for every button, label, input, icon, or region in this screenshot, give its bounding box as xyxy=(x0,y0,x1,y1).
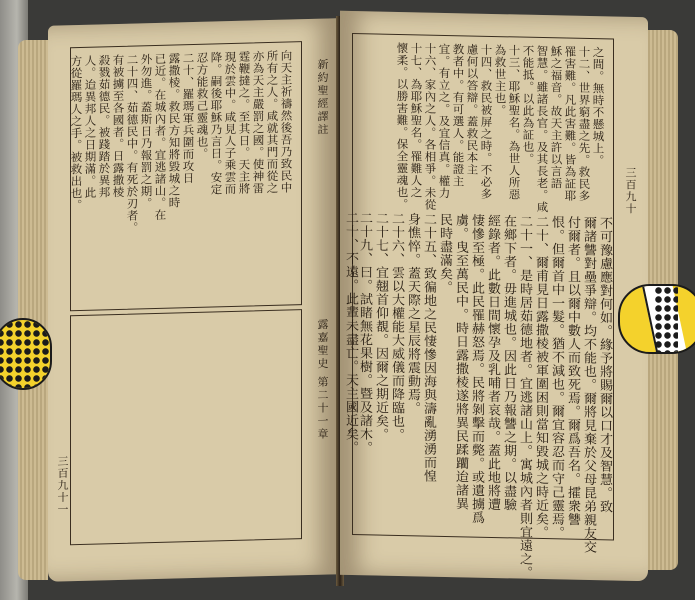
left-annotation-frame-lower xyxy=(70,309,302,545)
text-column: 向天主祈禱然後吾乃致民中 xyxy=(279,49,294,194)
bookmark-clip-left xyxy=(0,318,52,390)
annotation-column: 懷柔。以勝害難。保全靈魂也。 xyxy=(395,41,410,211)
annotation-column: 教者中。有可選人。能證主 xyxy=(451,43,466,188)
annotation-column: 慮何以答辯。蓋救民本主 xyxy=(465,43,480,176)
text-column: 霆鞭撻之。至其日。天主將 xyxy=(237,50,252,195)
text-column: 外勿進。蓋斯日乃報罰之期。 xyxy=(139,53,154,210)
text-column: 恨。但爾首中一髮。猶不減也。爾宜容忍而守己靈焉。 xyxy=(549,215,564,540)
text-column: 有被擄至各國者。日露撒棱 xyxy=(111,53,126,199)
chapter-header: 露嘉聖史 第二十一章 xyxy=(316,318,329,442)
annotation-column: 穌之福音。故天主許以言語 xyxy=(549,45,564,190)
left-page-stack-edge xyxy=(18,40,48,580)
annotation-column: 十六、家內之人。各相爭。未從 xyxy=(423,42,438,211)
text-column: 二十五、致徧地之民悽慘因海與濤亂湧湧而惶 xyxy=(421,212,436,483)
annotation-column: 智慧。雖諸長官。及其長老。咸 xyxy=(535,44,550,214)
annotation-column: 之間。無時不懸城上。 xyxy=(591,46,606,167)
annotation-column: 十二、世界窮盡之先。救民多 xyxy=(577,45,592,203)
text-column: 所有之人。咸就其門而從之 xyxy=(265,49,280,195)
annotation-column: 為救世主也。 xyxy=(493,43,508,117)
annotation-column: 十七、為耶穌聖名。罹難人之 xyxy=(409,42,424,199)
text-column: 民時盡滿矣。 xyxy=(437,212,452,295)
text-column: 方從羅瑪人之手。被救出也。 xyxy=(69,54,84,212)
text-column: 殺戮茹德民。被踐踏於異邦 xyxy=(97,54,112,199)
text-column: 付爾者。且以爾中數人而致死焉。爾爲吾名。攉衆讐 xyxy=(565,215,580,527)
page-number: 三百九十一 xyxy=(56,455,69,516)
right-page xyxy=(340,11,648,581)
text-column: 二十九、曰。試睹無花果樹。暨及諸木。 xyxy=(357,211,372,455)
annotation-column: 不能抵。以此為証也。 xyxy=(521,44,536,165)
left-page xyxy=(48,18,338,582)
text-column: 露撒棱。救民方知將毀城之時 xyxy=(167,52,182,209)
text-column: 二十、羅瑪軍兵圍而攻日 xyxy=(181,51,196,185)
text-column: 悽慘至極。此民罹赫怒焉。民將剝擊而斃。或遺擄爲 xyxy=(469,213,484,525)
annotation-column: 十四、救民被屏之時。不必多 xyxy=(479,43,494,200)
text-column: 虜。曳至萬民中。時日露撒棱遂將異民蹂躪迨諸異 xyxy=(453,213,468,511)
annotation-column: 罹害難。凡此害難。皆為証耶 xyxy=(563,45,578,202)
text-column: 不可豫慮應對何如。緣予將賜爾以口才及智慧。致 xyxy=(597,216,612,514)
text-column: 亦為天主嚴罰之國。使神雷 xyxy=(251,50,266,195)
text-column: 二十四、茹德民中。有死於刃者。 xyxy=(125,53,140,234)
text-column: 爾諸讐對壘爭辯。均不能也。爾將見棄於父母昆弟親友交 xyxy=(581,215,596,554)
text-column: 經錄者。此數日間懷孕及乳哺者哀哉。蓋此地將遭 xyxy=(485,213,500,512)
annotation-column: 宜。有立之。及宜信真。權力 xyxy=(437,42,452,200)
annotation-column: 十三、耶穌聖名。為世人所惡 xyxy=(507,44,522,201)
text-column: 已近。在城內者。宜逃諸山。在 xyxy=(153,52,168,222)
page-number: 三百九十 xyxy=(624,166,637,215)
text-column: 身憔悴。蓋天際之星辰將震動焉。 xyxy=(405,212,420,415)
text-column: 在鄉下者。毋進城也。因此日乃報讐之期。以盡驗 xyxy=(501,214,516,512)
text-column: 人。迨異邦人之日期滿。此 xyxy=(83,54,98,199)
text-column: 忍方能救己靈魂也。 xyxy=(195,51,210,160)
text-column: 二十七、宜翹首仰覩。因爾之期近矣。 xyxy=(373,211,388,442)
text-column: 二十六、雲以大權能大威儀而降臨也。 xyxy=(389,211,404,442)
text-column: 降。嗣後耶穌乃言日。安定 xyxy=(209,51,224,196)
running-header: 新約聖經譯註 xyxy=(316,58,329,137)
text-column: 二十、爾甫見日露撒棱被軍圍困則當知毀城之時近矣。 xyxy=(533,214,548,540)
text-column: 二十一、是時居茹德地者。宜逃諸山上。寓城內者則宜遠之。 xyxy=(517,214,532,580)
bookmark-clip-right xyxy=(618,284,695,354)
text-column: 現於雲中。咸見人子乘雲而 xyxy=(223,50,238,196)
text-column: 二十、不遠。此輩未盡亡。天主國近矣。 xyxy=(343,210,358,455)
